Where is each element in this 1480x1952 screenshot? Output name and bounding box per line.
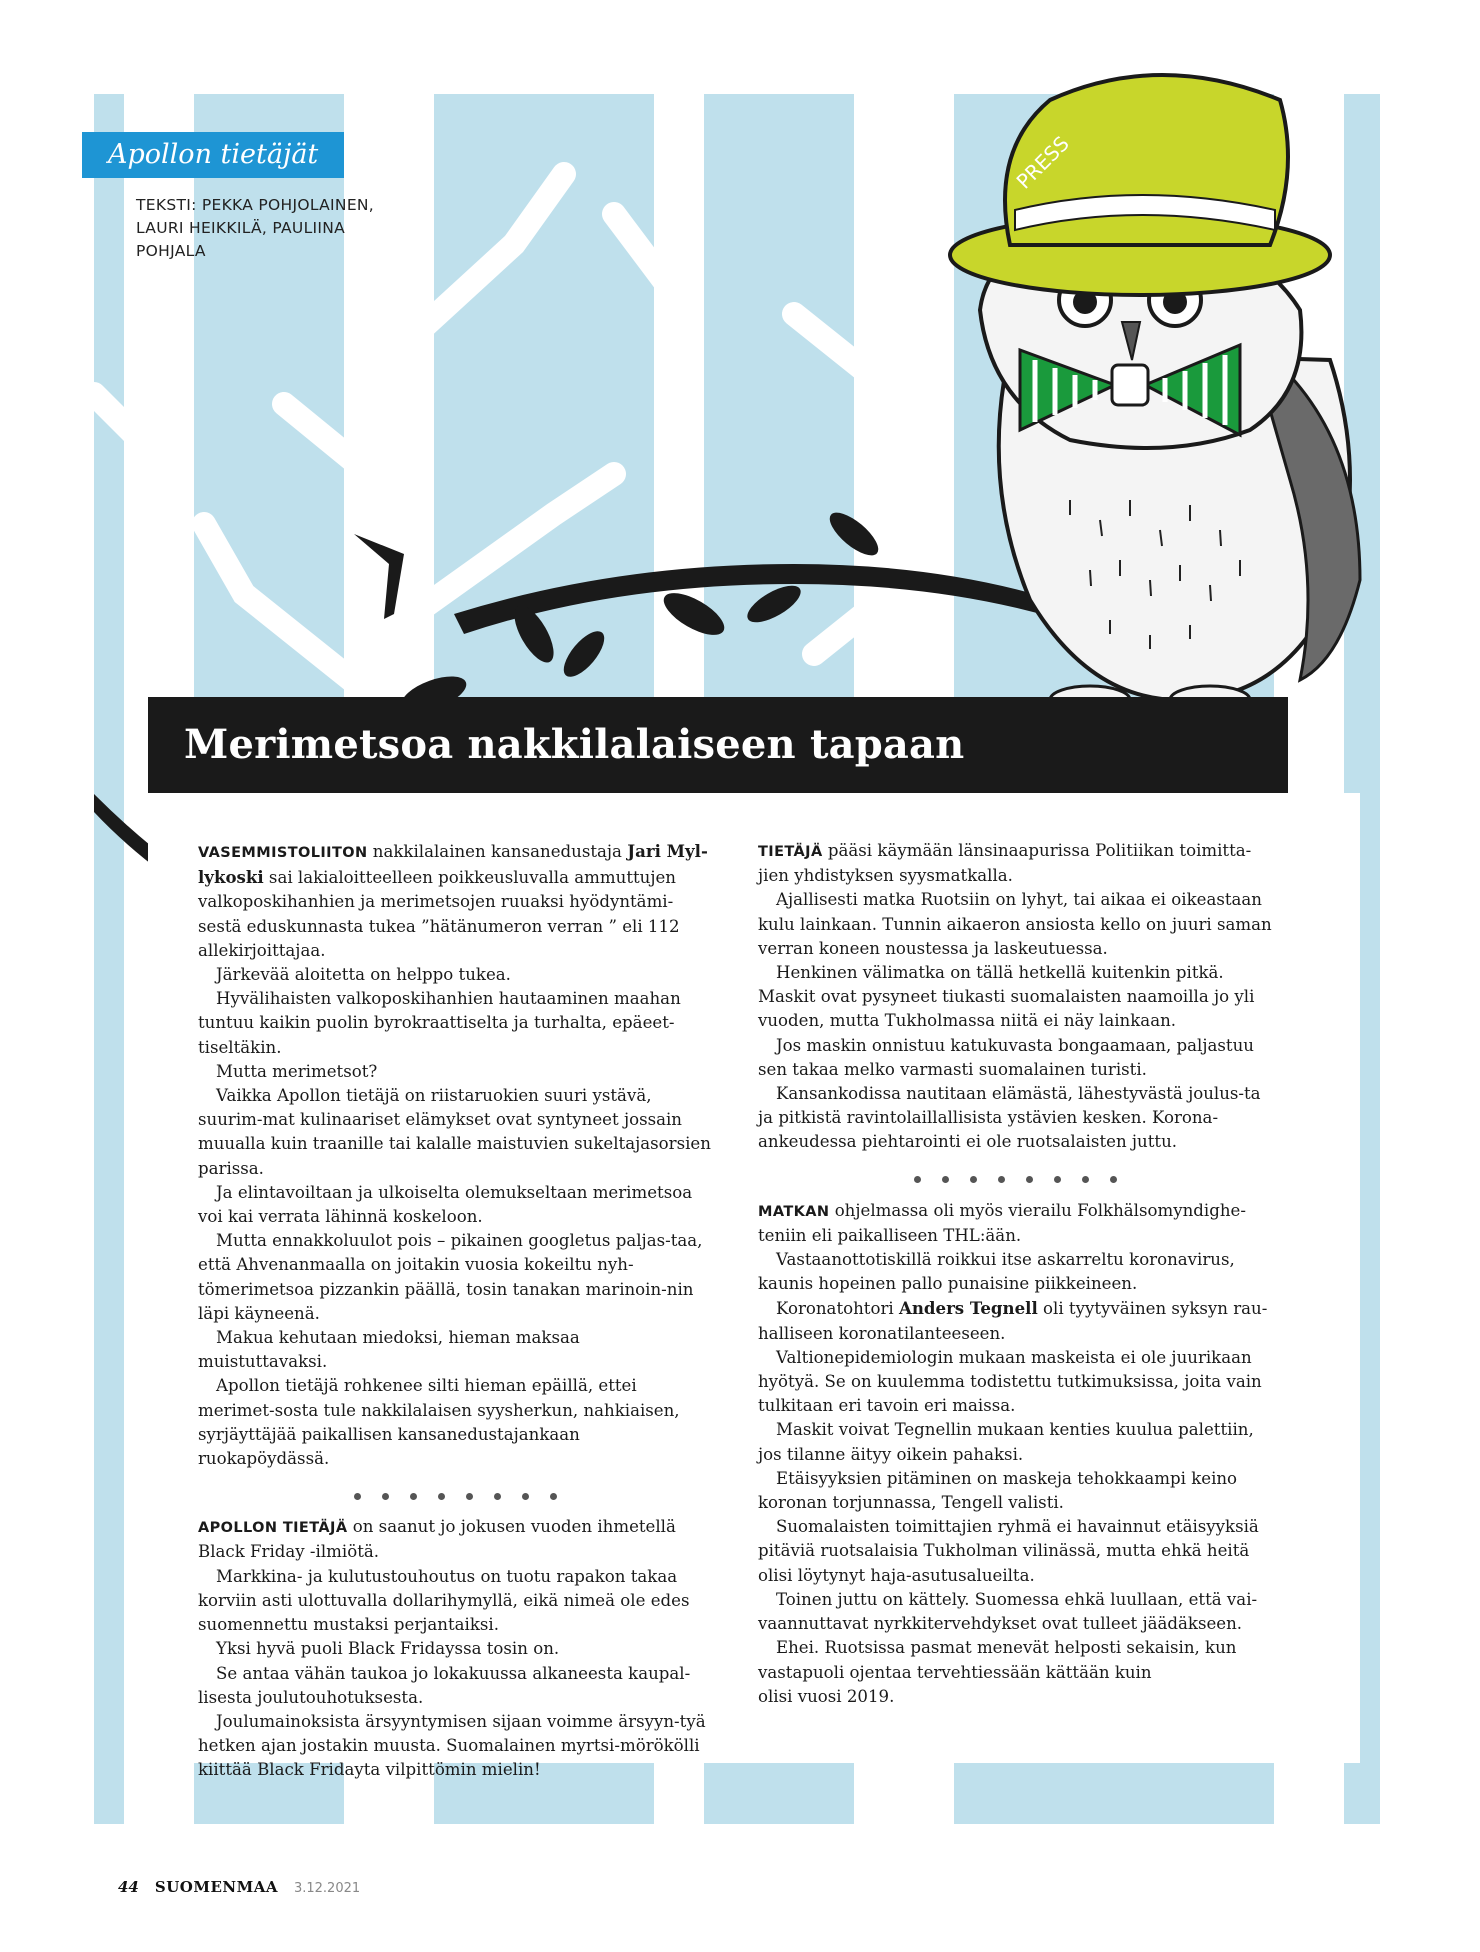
byline [136,194,386,263]
leaf [742,579,806,630]
lead-text: ohjelmassa oli myös vierailu Folkhälsomyndighe-teniin eli paikalliseen THL:ään. [758,1200,1246,1245]
leaf [557,625,611,683]
right-column [758,839,1273,1709]
paragraph: Apollon tietäjä rohkenee silti hieman epäillä, ettei merimet-sosta tule nakkilalaisen syysherkun, nahkiaisen, syrjäyttäjää paikallisen kansanedustajankaan ruokapöydässä. [198,1376,680,1469]
divider-dot [410,1493,417,1500]
article-lead-paragraph [758,839,1273,888]
headline: Merimetsoa nakkilalaiseen tapaan [184,721,965,768]
lead-text: sai lakialoitteelleen poikkeusluvalla ammuttujen valkoposkihanhien ja merimetsojen ruuaksi hyödyntämi-sestä eduskunnasta tukea ”hätänumeron verran ” eli 112 allekirjoittajaa. [198,868,680,960]
paragraph: Yksi hyvä puoli Black Fridayssa tosin on. [216,1639,560,1659]
divider-dot [354,1493,361,1500]
paragraph: olisi vuosi 2019. [758,1686,895,1706]
byline-line: POHJALA [136,242,206,260]
paragraph: Ajallisesti matka Ruotsiin on lyhyt, tai aikaa ei oikeastaan kulu lainkaan. Tunnin aikaeron ansiosta kello on juuri saman verran koneen noustessa ja laskeutuessa. [758,890,1272,958]
paragraph: Kansankodissa nautitaan elämästä, lähestyvästä joulus-ta ja pitkistä ravintolaillallisista ystävien kesken. Korona-ankeudessa piehtarointi ei ole ruotsalaisten juttu. [758,1084,1261,1152]
byline-line: TEKSTI: PEKKA POHJOLAINEN, [136,196,375,214]
magazine-name: SUOMENMAA [154,1878,278,1896]
paragraph: Suomalaisten toimittajien ryhmä ei havainnut etäisyyksiä pitäviä ruotsalaisia Tukholman vilinässä, mutta ehkä heitä olisi löytynyt haja-asutusalueilta. [758,1517,1259,1585]
paragraph: Jos maskin onnistuu katukuvasta bongaamaan, paljastuu sen takaa melko varmasti suomalainen turisti. [758,1035,1254,1079]
press-hat [950,75,1330,295]
lead-in: VASEMMISTOLIITON [198,845,368,861]
divider-dot [466,1493,473,1500]
paragraph: Ja elintavoiltaan ja ulkoiselta olemukseltaan merimetsoa voi kai verrata lähinnä koskeloon. [198,1182,693,1227]
paragraph: Makua kehutaan miedoksi, hieman maksaa muistuttavaksi. [198,1328,580,1372]
paragraph: Valtionepidemiologin mukaan maskeista ei ole juurikaan hyötyä. Se on kuulemma todistettu tutkimuksissa, joita vain tulkitaan eri tavoin eri maissa. [758,1347,1262,1416]
divider-dot [550,1493,557,1500]
divider-dot [970,1176,977,1183]
lead-text: on saanut jo jokusen vuoden ihmetellä Black Friday -ilmiötä. [198,1517,676,1562]
lead-text: pääsi käymään länsinaapurissa Politiikan toimitta-jien yhdistyksen syysmatkalla. [758,841,1252,886]
article-body [148,793,1360,1780]
paragraph: Etäisyyksien pitäminen on maskeja tehokkaampi keino koronan torjunnassa, Tengell valisti. [758,1468,1238,1513]
paragraph: Toinen juttu on kättely. Suomessa ehkä luullaan, että vai-vaannuttavat nyrkkitervehdykset ovat tulleet jäädäkseen. [758,1589,1258,1634]
paragraph: Joulumainoksista ärsyyntymisen sijaan voimme ärsyyn-tyä hetken ajan jostakin muusta. Suomalainen myrtsi-mörökölli kiittää Black Fridayta vilpittömin mielin! [198,1711,706,1780]
page-number: 44 [118,1878,139,1896]
person-name: Jari Myl-lykoski [198,841,708,888]
person-name: Anders Tegnell [898,1298,1038,1319]
divider-dot [382,1493,389,1500]
paragraph: Hyvälihaisten valkoposkihanhien hautaaminen maahan tuntuu kaikin puolin byrokraattiselta ja turhalta, epäeet-tiseltäkin. [198,989,681,1057]
divider-dot [1110,1176,1117,1183]
paragraph: Maskit voivat Tegnellin mukaan kenties kuulua palettiin, jos tilanne äityy oikein pahaksi. [758,1420,1254,1464]
paragraph: Henkinen välimatka on tällä hetkellä kuitenkin pitkä. [776,963,1224,983]
paragraph: Mutta merimetsot? [216,1061,378,1081]
issue-date: 3.12.2021 [293,1881,361,1896]
paragraph: Maskit ovat pysyneet tiukasti suomalaisten naamoilla jo yli vuoden, mutta Tukholmassa niitä ei näy lainkaan. [758,987,1255,1031]
divider-dot [494,1493,501,1500]
paragraph: Se antaa vähän taukoa jo lokakuussa alkaneesta kaupal-lisesta joulutouhotuksesta. [198,1663,691,1707]
paragraph: Ehei. Ruotsissa pasmat menevät helposti sekaisin, kun vastapuoli ojentaa tervehtiessään kättään kuin [758,1638,1237,1682]
paragraph-text: oli tyytyväinen syksyn rau-halliseen koronatilanteeseen. [758,1299,1268,1343]
paragraph: Vastaanottotiskillä roikkui itse askarreltu koronavirus, kaunis hopeinen pallo punaisine piikkeineen. [758,1250,1235,1294]
divider-dot [914,1176,921,1183]
lead-in: TIETÄJÄ [758,844,823,860]
divider-dot [522,1493,529,1500]
paragraph: Järkevää aloitetta on helppo tukea. [216,965,511,985]
divider-dot [998,1176,1005,1183]
divider-dot [1082,1176,1089,1183]
article-lead-paragraph [758,1199,1273,1248]
section-divider-dots [758,1155,1273,1199]
paragraph-text: Koronatohtori [776,1299,899,1319]
divider-dot [1054,1176,1061,1183]
paragraph [758,1296,1273,1345]
article-lead-paragraph [198,1515,713,1564]
paragraph: Mutta ennakkoluulot pois – pikainen googletus paljas-taa, että Ahvenanmaalla on joitakin vuosia kokeiltu nyh-tömerimetsoa pizzankin päällä, tosin tanakan marinoin-nin läpi käyneenä. [198,1231,703,1323]
lead-in: MATKAN [758,1203,830,1220]
divider-dot [438,1493,445,1500]
section-tag: Apollon tietäjät [82,132,344,178]
section-divider-dots [198,1471,713,1515]
hat-press-label: PRESS [1011,131,1074,194]
owl-illustration [920,60,1380,750]
divider-dot [1026,1176,1033,1183]
article-lead-paragraph [198,839,713,963]
paragraph: Vaikka Apollon tietäjä on riistaruokien suuri ystävä, suurim-mat kulinaariset elämykset ovat syntyneet jossain muualla kuin traanille tai kalalle maistuvien sukeltajasorsien parissa. [198,1086,711,1178]
left-column [198,839,713,1783]
page-footer [118,1878,360,1896]
paragraph: Markkina- ja kulutustouhoutus on tuotu rapakon takaa korviin asti ulottuvalla dollarihymyllä, eikä nimeä ole edes suomennettu mustaksi perjantaiksi. [198,1566,690,1635]
divider-dot [942,1176,949,1183]
lead-text: nakkilalainen kansanedustaja [367,842,628,861]
byline-line: LAURI HEIKKILÄ, PAULIINA [136,219,346,237]
lead-in: APOLLON TIETÄJÄ [198,1520,348,1537]
headline-bar [148,697,1288,793]
